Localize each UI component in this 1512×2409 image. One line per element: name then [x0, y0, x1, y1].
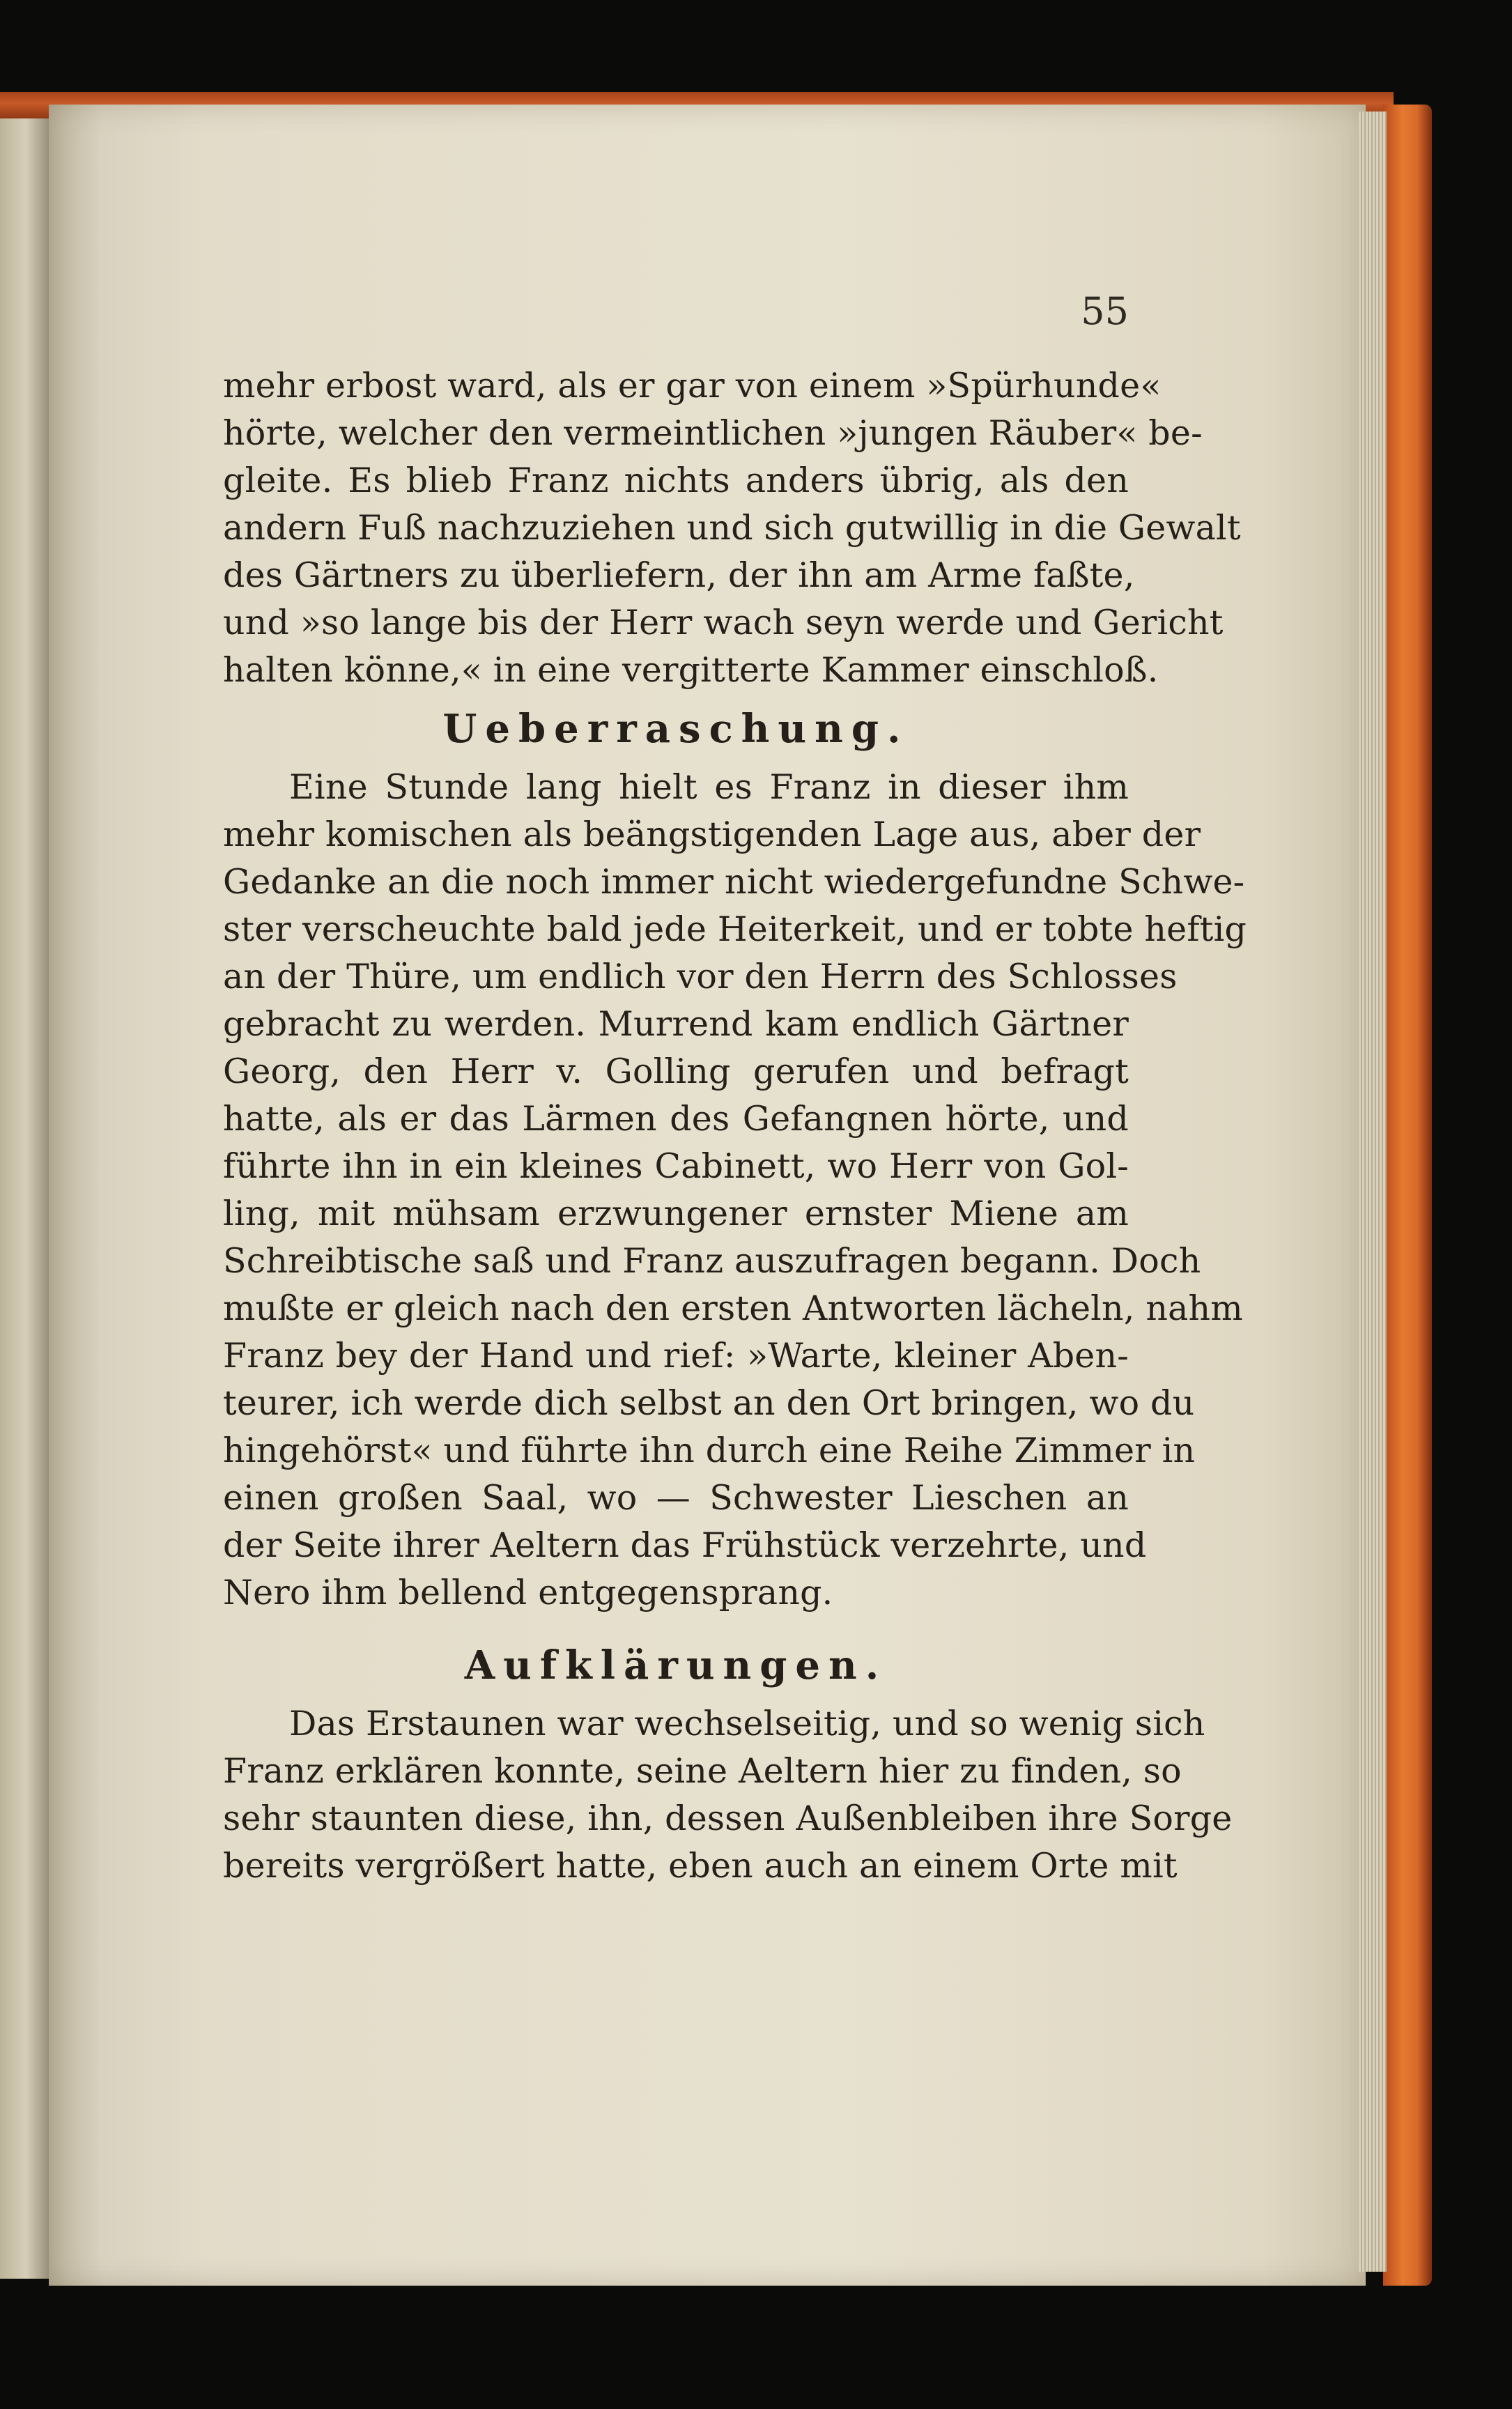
- text-line: bereits vergrößert hatte, eben auch an einem Orte mit: [223, 1846, 1178, 1886]
- text-line: hörte, welcher den vermeintlichen »jungen Räuber« be-: [223, 413, 1203, 453]
- text-line: ster verscheuchte bald jede Heiterkeit, und er tobte heftig: [223, 909, 1247, 949]
- paragraph-1: [223, 362, 1241, 694]
- text-line: Franz bey der Hand und rief: »Warte, kleiner Aben-: [223, 1336, 1129, 1376]
- book-cover-right-edge: [1383, 105, 1432, 2286]
- text-line: Gedanke an die noch immer nicht wiedergefundne Schwe-: [223, 862, 1245, 902]
- text-line: mehr erbost ward, als er gar von einem »Spürhunde«: [223, 366, 1162, 406]
- section-heading-aufklaerungen: Aufklärungen.: [464, 1642, 888, 1688]
- text-line: teurer, ich werde dich selbst an den Ort bringen, wo du: [223, 1383, 1195, 1423]
- text-line: hatte, als er das Lärmen des Gefangnen hörte, und: [223, 1099, 1129, 1139]
- text-line: an der Thüre, um endlich vor den Herrn des Schlosses: [223, 957, 1178, 996]
- text-line: ling, mit mühsam erzwungener ernster Miene am: [223, 1194, 1129, 1233]
- facing-page-edge: [0, 118, 52, 2279]
- text-line: Nero ihm bellend entgegensprang.: [223, 1573, 833, 1613]
- text-line: andern Fuß nachzuziehen und sich gutwillig in die Gewalt: [223, 508, 1241, 548]
- text-line: Franz erklären konnte, seine Aeltern hier zu finden, so: [223, 1751, 1182, 1791]
- text-line: gebracht zu werden. Murrend kam endlich Gärtner: [223, 1004, 1129, 1044]
- page-text: [223, 362, 1247, 1890]
- page-number: 55: [1081, 289, 1129, 333]
- text-line: führte ihn in ein kleines Cabinett, wo Herr von Gol-: [223, 1146, 1129, 1186]
- text-line: und »so lange bis der Herr wach seyn werde und Gericht: [223, 603, 1224, 642]
- text-line: halten könne,« in eine vergitterte Kammer einschloß.: [223, 650, 1159, 690]
- text-line: Eine Stunde lang hielt es Franz in dieser ihm: [289, 767, 1129, 807]
- text-line: mehr komischen als beängstigenden Lage aus, aber der: [223, 815, 1201, 854]
- paragraph-2: [223, 764, 1247, 1617]
- paragraph-3: [223, 1700, 1233, 1890]
- text-line: einen großen Saal, wo — Schwester Lieschen an: [223, 1478, 1129, 1518]
- text-line: Georg, den Herr v. Golling gerufen und befragt: [223, 1052, 1129, 1091]
- section-heading-ueberraschung: Ueberraschung.: [442, 706, 909, 752]
- text-line: Schreibtische saß und Franz auszufragen begann. Doch: [223, 1241, 1201, 1281]
- text-line: des Gärtners zu überliefern, der ihn am Arme faßte,: [223, 555, 1135, 595]
- page-stack-edge: [1359, 111, 1387, 2272]
- text-line: hingehörst« und führte ihn durch eine Reihe Zimmer in: [223, 1431, 1196, 1470]
- text-line: der Seite ihrer Aeltern das Frühstück verzehrte, und: [223, 1525, 1147, 1565]
- text-line: gleite. Es blieb Franz nichts anders übrig, als den: [223, 461, 1129, 500]
- text-line: sehr staunten diese, ihn, dessen Außenbleiben ihre Sorge: [223, 1799, 1233, 1838]
- text-line: Das Erstaunen war wechselseitig, und so wenig sich: [289, 1704, 1205, 1744]
- text-line: mußte er gleich nach den ersten Antworten lächeln, nahm: [223, 1288, 1243, 1328]
